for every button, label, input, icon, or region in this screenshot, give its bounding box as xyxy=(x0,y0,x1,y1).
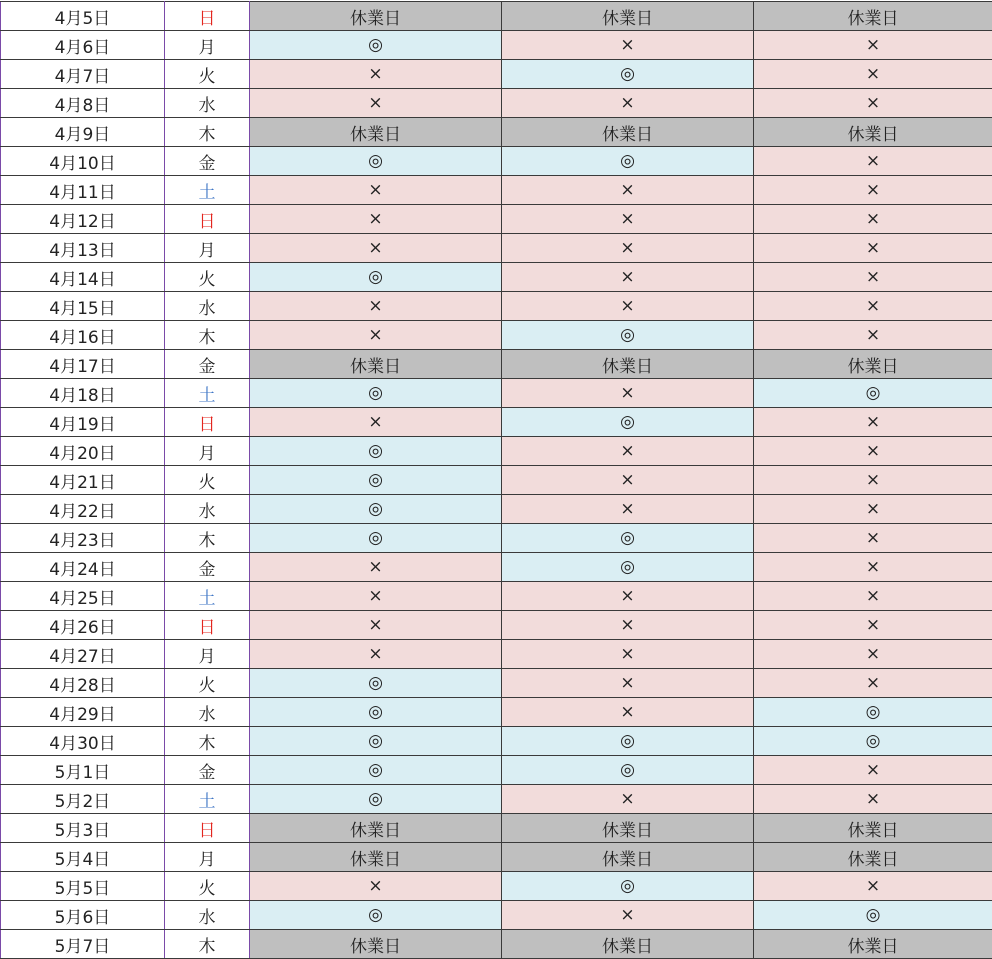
table-row xyxy=(1,234,992,263)
weekday-cell: 月 xyxy=(165,640,250,669)
table-row xyxy=(1,843,992,872)
date-cell: 4月21日 xyxy=(1,466,165,495)
slot-3-cell: 休業日 xyxy=(754,118,992,147)
slot-1-cell: × xyxy=(250,292,502,321)
weekday-cell: 月 xyxy=(165,31,250,60)
date-cell: 4月7日 xyxy=(1,60,165,89)
weekday-cell: 日 xyxy=(165,2,250,31)
slot-1-cell: × xyxy=(250,205,502,234)
table-row xyxy=(1,495,992,524)
table-row xyxy=(1,350,992,379)
slot-2-cell: ◎ xyxy=(502,60,754,89)
slot-1-cell: × xyxy=(250,176,502,205)
date-cell: 4月9日 xyxy=(1,118,165,147)
slot-3-cell: × xyxy=(754,437,992,466)
weekday-cell: 水 xyxy=(165,901,250,930)
slot-3-cell: × xyxy=(754,408,992,437)
slot-3-cell: 休業日 xyxy=(754,2,992,31)
slot-3-cell: ◎ xyxy=(754,901,992,930)
weekday-cell: 火 xyxy=(165,263,250,292)
table-row xyxy=(1,611,992,640)
table-row xyxy=(1,669,992,698)
weekday-cell: 金 xyxy=(165,350,250,379)
slot-1-cell: ◎ xyxy=(250,524,502,553)
slot-1-cell: × xyxy=(250,60,502,89)
date-cell: 4月30日 xyxy=(1,727,165,756)
date-cell: 4月28日 xyxy=(1,669,165,698)
slot-1-cell: ◎ xyxy=(250,495,502,524)
slot-1-cell: ◎ xyxy=(250,901,502,930)
slot-2-cell: 休業日 xyxy=(502,350,754,379)
table-row xyxy=(1,60,992,89)
table-row xyxy=(1,553,992,582)
date-cell: 4月10日 xyxy=(1,147,165,176)
slot-3-cell: 休業日 xyxy=(754,814,992,843)
slot-2-cell: × xyxy=(502,379,754,408)
date-cell: 5月6日 xyxy=(1,901,165,930)
slot-2-cell: 休業日 xyxy=(502,814,754,843)
date-cell: 4月11日 xyxy=(1,176,165,205)
table-row xyxy=(1,176,992,205)
slot-1-cell: × xyxy=(250,408,502,437)
table-row xyxy=(1,89,992,118)
table-row xyxy=(1,582,992,611)
slot-1-cell: ◎ xyxy=(250,437,502,466)
slot-1-cell: ◎ xyxy=(250,727,502,756)
date-cell: 4月18日 xyxy=(1,379,165,408)
date-cell: 5月2日 xyxy=(1,785,165,814)
slot-3-cell: × xyxy=(754,495,992,524)
slot-3-cell: × xyxy=(754,147,992,176)
slot-2-cell: × xyxy=(502,582,754,611)
slot-1-cell: × xyxy=(250,553,502,582)
slot-2-cell: × xyxy=(502,31,754,60)
date-cell: 4月23日 xyxy=(1,524,165,553)
slot-2-cell: 休業日 xyxy=(502,843,754,872)
weekday-cell: 金 xyxy=(165,147,250,176)
slot-2-cell: × xyxy=(502,292,754,321)
table-row xyxy=(1,785,992,814)
table-row xyxy=(1,872,992,901)
slot-1-cell: ◎ xyxy=(250,466,502,495)
slot-2-cell: × xyxy=(502,640,754,669)
slot-3-cell: ◎ xyxy=(754,698,992,727)
table-row xyxy=(1,263,992,292)
slot-3-cell: × xyxy=(754,553,992,582)
weekday-cell: 月 xyxy=(165,234,250,263)
slot-2-cell: 休業日 xyxy=(502,2,754,31)
table-row xyxy=(1,292,992,321)
slot-3-cell: × xyxy=(754,524,992,553)
slot-2-cell: × xyxy=(502,785,754,814)
table-row xyxy=(1,930,992,959)
weekday-cell: 土 xyxy=(165,176,250,205)
slot-2-cell: × xyxy=(502,437,754,466)
weekday-cell: 土 xyxy=(165,582,250,611)
table-row xyxy=(1,814,992,843)
slot-1-cell: ◎ xyxy=(250,785,502,814)
slot-1-cell: ◎ xyxy=(250,263,502,292)
slot-1-cell: ◎ xyxy=(250,147,502,176)
weekday-cell: 日 xyxy=(165,611,250,640)
slot-1-cell: ◎ xyxy=(250,756,502,785)
weekday-cell: 火 xyxy=(165,669,250,698)
slot-3-cell: × xyxy=(754,31,992,60)
date-cell: 5月7日 xyxy=(1,930,165,959)
slot-2-cell: × xyxy=(502,466,754,495)
slot-3-cell: × xyxy=(754,466,992,495)
date-cell: 4月8日 xyxy=(1,89,165,118)
availability-table-body xyxy=(1,2,992,959)
weekday-cell: 木 xyxy=(165,524,250,553)
slot-1-cell: 休業日 xyxy=(250,814,502,843)
table-row xyxy=(1,466,992,495)
weekday-cell: 日 xyxy=(165,408,250,437)
slot-3-cell: × xyxy=(754,60,992,89)
table-row xyxy=(1,756,992,785)
slot-1-cell: × xyxy=(250,611,502,640)
weekday-cell: 火 xyxy=(165,60,250,89)
slot-3-cell: × xyxy=(754,176,992,205)
slot-3-cell: × xyxy=(754,292,992,321)
slot-2-cell: ◎ xyxy=(502,321,754,350)
date-cell: 5月5日 xyxy=(1,872,165,901)
table-row xyxy=(1,379,992,408)
date-cell: 5月4日 xyxy=(1,843,165,872)
table-row xyxy=(1,901,992,930)
weekday-cell: 日 xyxy=(165,814,250,843)
slot-2-cell: × xyxy=(502,263,754,292)
slot-3-cell: ◎ xyxy=(754,727,992,756)
date-cell: 4月15日 xyxy=(1,292,165,321)
slot-3-cell: × xyxy=(754,611,992,640)
weekday-cell: 金 xyxy=(165,756,250,785)
slot-3-cell: 休業日 xyxy=(754,843,992,872)
table-row xyxy=(1,31,992,60)
date-cell: 4月19日 xyxy=(1,408,165,437)
table-row xyxy=(1,437,992,466)
slot-2-cell: × xyxy=(502,611,754,640)
slot-3-cell: × xyxy=(754,640,992,669)
slot-1-cell: 休業日 xyxy=(250,2,502,31)
table-row xyxy=(1,147,992,176)
weekday-cell: 水 xyxy=(165,292,250,321)
slot-1-cell: × xyxy=(250,89,502,118)
date-cell: 4月12日 xyxy=(1,205,165,234)
slot-3-cell: × xyxy=(754,234,992,263)
weekday-cell: 土 xyxy=(165,785,250,814)
slot-2-cell: ◎ xyxy=(502,553,754,582)
slot-2-cell: × xyxy=(502,205,754,234)
weekday-cell: 水 xyxy=(165,698,250,727)
weekday-cell: 金 xyxy=(165,553,250,582)
slot-2-cell: ◎ xyxy=(502,872,754,901)
slot-1-cell: × xyxy=(250,321,502,350)
slot-1-cell: × xyxy=(250,640,502,669)
slot-3-cell: ◎ xyxy=(754,379,992,408)
slot-3-cell: × xyxy=(754,263,992,292)
slot-1-cell: 休業日 xyxy=(250,350,502,379)
date-cell: 4月25日 xyxy=(1,582,165,611)
slot-3-cell: × xyxy=(754,321,992,350)
slot-1-cell: ◎ xyxy=(250,669,502,698)
slot-1-cell: ◎ xyxy=(250,698,502,727)
slot-3-cell: × xyxy=(754,669,992,698)
slot-2-cell: ◎ xyxy=(502,147,754,176)
weekday-cell: 木 xyxy=(165,930,250,959)
date-cell: 4月22日 xyxy=(1,495,165,524)
table-row xyxy=(1,524,992,553)
slot-2-cell: ◎ xyxy=(502,727,754,756)
date-cell: 5月1日 xyxy=(1,756,165,785)
table-row xyxy=(1,2,992,31)
date-cell: 4月24日 xyxy=(1,553,165,582)
table-row xyxy=(1,321,992,350)
weekday-cell: 土 xyxy=(165,379,250,408)
slot-2-cell: × xyxy=(502,901,754,930)
weekday-cell: 木 xyxy=(165,321,250,350)
table-row xyxy=(1,408,992,437)
slot-2-cell: × xyxy=(502,176,754,205)
date-cell: 4月27日 xyxy=(1,640,165,669)
weekday-cell: 火 xyxy=(165,872,250,901)
slot-1-cell: 休業日 xyxy=(250,118,502,147)
weekday-cell: 木 xyxy=(165,727,250,756)
slot-2-cell: ◎ xyxy=(502,756,754,785)
slot-2-cell: × xyxy=(502,234,754,263)
slot-2-cell: × xyxy=(502,495,754,524)
slot-2-cell: ◎ xyxy=(502,524,754,553)
weekday-cell: 水 xyxy=(165,89,250,118)
weekday-cell: 水 xyxy=(165,495,250,524)
date-cell: 4月26日 xyxy=(1,611,165,640)
table-row xyxy=(1,727,992,756)
slot-2-cell: 休業日 xyxy=(502,930,754,959)
weekday-cell: 火 xyxy=(165,466,250,495)
date-cell: 4月14日 xyxy=(1,263,165,292)
date-cell: 4月13日 xyxy=(1,234,165,263)
table-row xyxy=(1,698,992,727)
slot-1-cell: × xyxy=(250,582,502,611)
slot-2-cell: × xyxy=(502,698,754,727)
slot-1-cell: ◎ xyxy=(250,31,502,60)
slot-3-cell: × xyxy=(754,756,992,785)
slot-3-cell: × xyxy=(754,582,992,611)
slot-2-cell: × xyxy=(502,669,754,698)
slot-1-cell: ◎ xyxy=(250,379,502,408)
date-cell: 4月29日 xyxy=(1,698,165,727)
date-cell: 4月20日 xyxy=(1,437,165,466)
slot-1-cell: × xyxy=(250,872,502,901)
slot-3-cell: × xyxy=(754,205,992,234)
slot-2-cell: × xyxy=(502,89,754,118)
slot-2-cell: ◎ xyxy=(502,408,754,437)
slot-3-cell: × xyxy=(754,89,992,118)
table-row xyxy=(1,205,992,234)
weekday-cell: 月 xyxy=(165,843,250,872)
date-cell: 4月16日 xyxy=(1,321,165,350)
availability-table xyxy=(0,1,992,959)
weekday-cell: 木 xyxy=(165,118,250,147)
slot-1-cell: 休業日 xyxy=(250,930,502,959)
slot-3-cell: × xyxy=(754,872,992,901)
date-cell: 4月5日 xyxy=(1,2,165,31)
date-cell: 4月6日 xyxy=(1,31,165,60)
slot-2-cell: 休業日 xyxy=(502,118,754,147)
slot-3-cell: 休業日 xyxy=(754,930,992,959)
date-cell: 5月3日 xyxy=(1,814,165,843)
table-row xyxy=(1,118,992,147)
slot-1-cell: 休業日 xyxy=(250,843,502,872)
slot-1-cell: × xyxy=(250,234,502,263)
slot-3-cell: × xyxy=(754,785,992,814)
slot-3-cell: 休業日 xyxy=(754,350,992,379)
table-row xyxy=(1,640,992,669)
weekday-cell: 日 xyxy=(165,205,250,234)
date-cell: 4月17日 xyxy=(1,350,165,379)
weekday-cell: 月 xyxy=(165,437,250,466)
